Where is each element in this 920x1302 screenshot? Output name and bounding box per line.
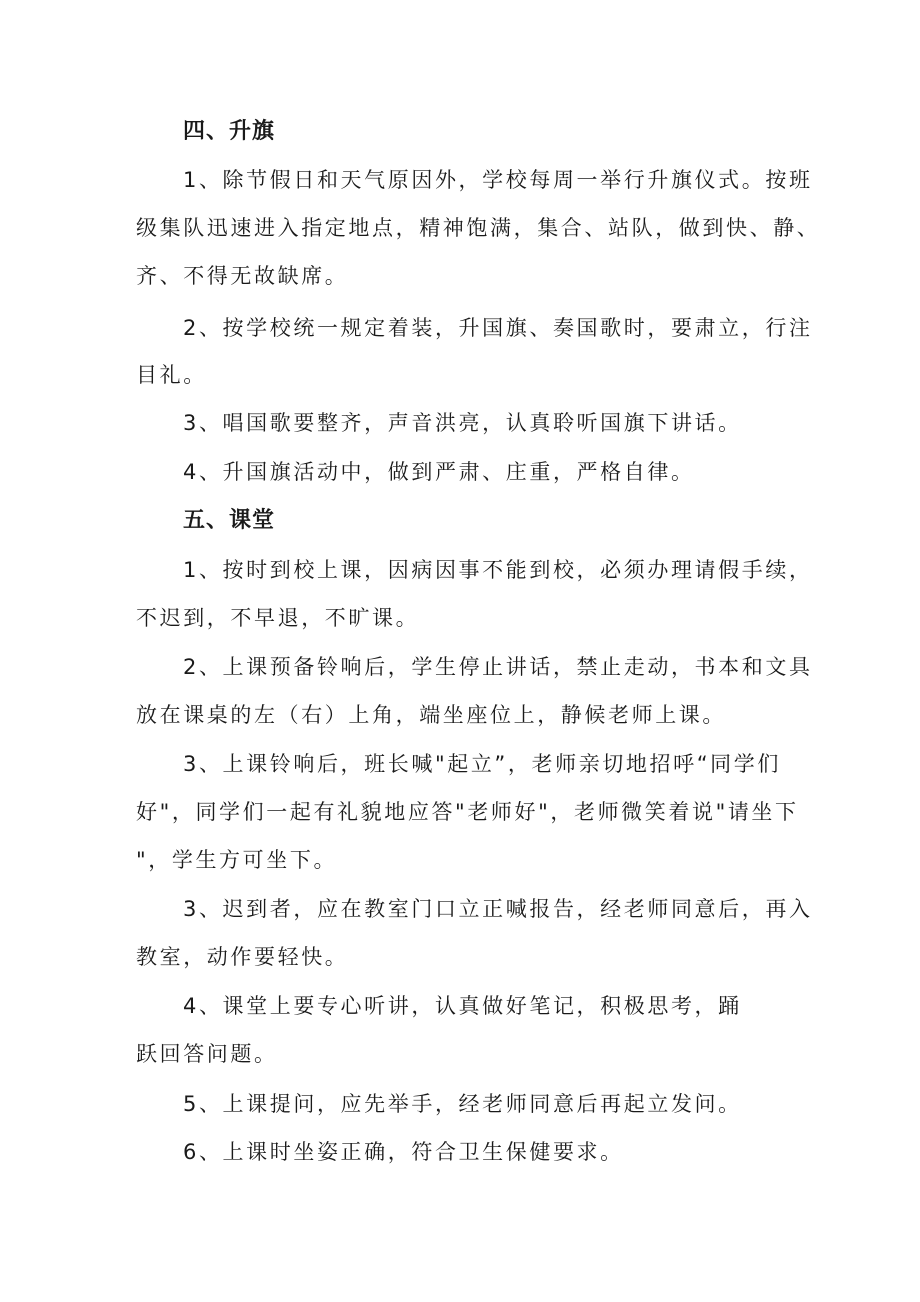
paragraph-line: 好"，同学们一起有礼貌地应答"老师好"，老师微笑着说"请坐下	[136, 800, 799, 824]
paragraph-line: 4、课堂上要专心听讲，认真做好笔记，积极思考，踊	[183, 994, 742, 1018]
paragraph-line: 跃回答问题。	[136, 1042, 278, 1066]
paragraph-line: 2、按学校统一规定着装，升国旗、奏国歌时，要肃立，行注	[183, 316, 813, 340]
paragraph-line: 3、迟到者，应在教室门口立正喊报告，经老师同意后，再入	[183, 897, 813, 921]
paragraph-line: 6、上课时坐姿正确，符合卫生保健要求。	[183, 1140, 624, 1164]
paragraph-line: 3、唱国歌要整齐，声音洪亮，认真聆听国旗下讲话。	[183, 411, 742, 435]
paragraph-line: 4、升国旗活动中，做到严肃、庄重，严格自律。	[183, 460, 695, 484]
paragraph-line: 级集队迅速进入指定地点，精神饱满，集合、站队，做到快、静、	[136, 216, 821, 240]
paragraph-line: 目礼。	[136, 363, 207, 387]
paragraph-line: 5、上课提问，应先举手，经老师同意后再起立发问。	[183, 1092, 742, 1116]
paragraph-line: 2、上课预备铃响后，学生停止讲话，禁止走动，书本和文具	[183, 655, 813, 679]
paragraph-line: 1、除节假日和天气原因外，学校每周一举行升旗仪式。按班	[183, 168, 813, 192]
paragraph-line: 教室，动作要轻快。	[136, 945, 349, 969]
paragraph-line: "，学生方可坐下。	[136, 848, 338, 872]
paragraph-line: 齐、不得无故缺席。	[136, 264, 349, 288]
paragraph-line: 不迟到，不早退，不旷课。	[136, 606, 420, 630]
section-heading: 五、课堂	[183, 508, 276, 533]
paragraph-line: 3、上课铃响后，班长喊"起立”，老师亲切地招呼“同学们	[183, 752, 781, 776]
paragraph-line: 1、按时到校上课，因病因事不能到校，必须办理请假手续，	[183, 558, 813, 582]
section-heading: 四、升旗	[183, 119, 276, 144]
paragraph-line: 放在课桌的左（右）上角，端坐座位上，静候老师上课。	[136, 703, 726, 727]
